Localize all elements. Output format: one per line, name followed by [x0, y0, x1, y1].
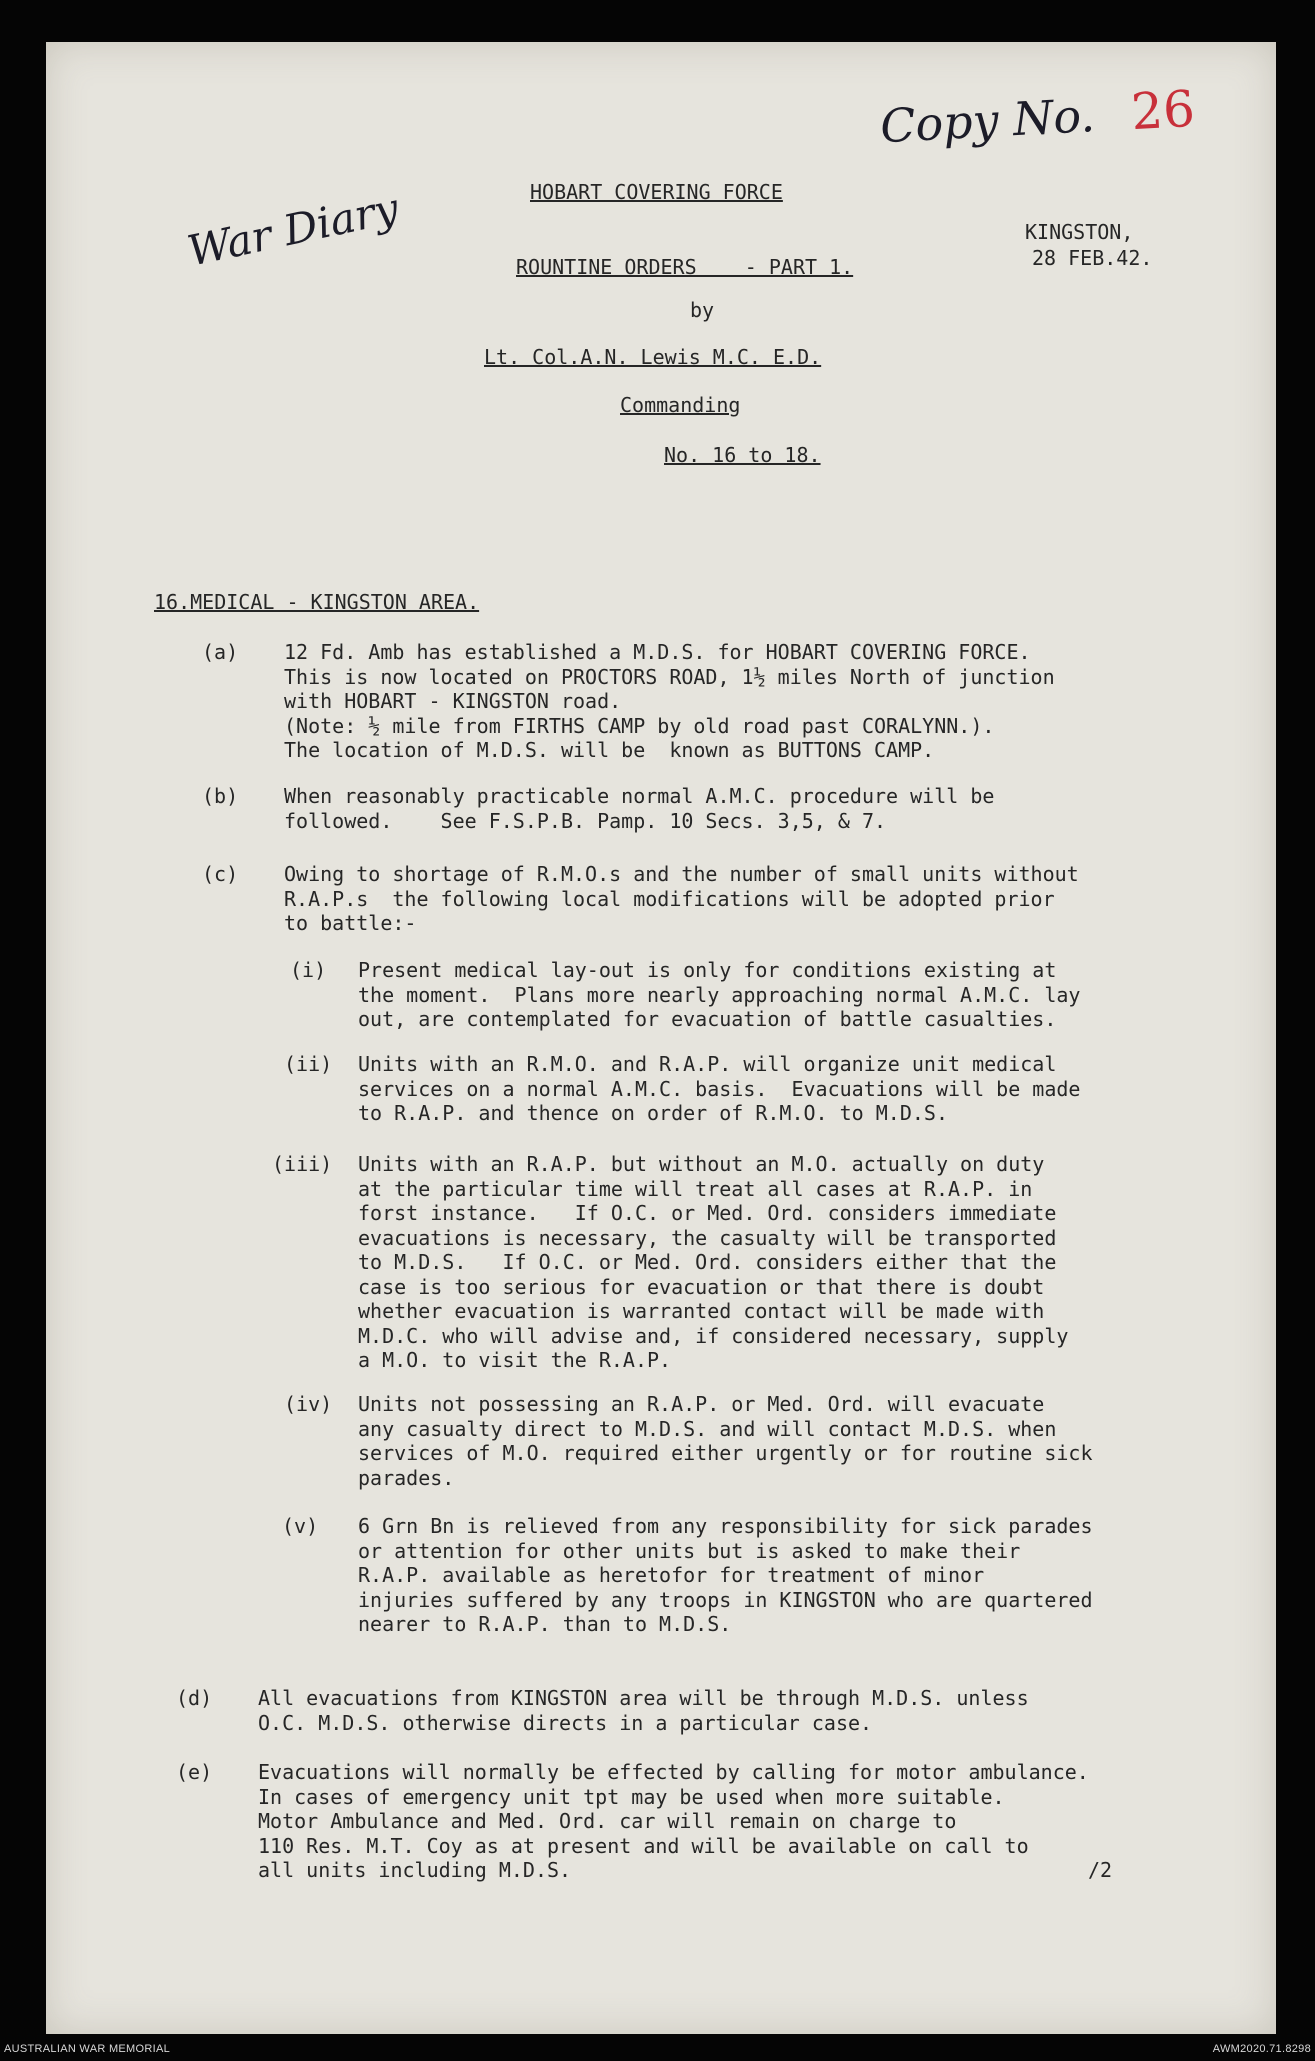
- order-numbers: No. 16 to 18.: [664, 443, 821, 467]
- subparagraph-i: [358, 958, 1081, 1054]
- text-line: Units with an R.A.P. but without an M.O. actually on duty: [358, 1152, 1045, 1176]
- text-line: followed. See F.S.P.B. Pamp. 10 Secs. 3,5, & 7.: [284, 808, 887, 833]
- paragraph-c: [284, 862, 1079, 958]
- paragraph-marker: (d): [176, 1686, 213, 1710]
- subparagraph-marker: (i): [290, 958, 327, 982]
- date-line: 28 FEB.42.: [1032, 246, 1153, 270]
- subparagraph-marker: (iii): [272, 1152, 333, 1176]
- text-line: evacuations is necessary, the casualty will be transported: [358, 1225, 1057, 1250]
- text-line: R.A.P. available as heretofor for treatment of minor: [358, 1563, 985, 1587]
- text-line: All evacuations from KINGSTON area will be through M.D.S. unless: [258, 1686, 1029, 1710]
- text-line: the moment. Plans more nearly approaching normal A.M.C. lay: [358, 982, 1081, 1007]
- text-line: services on a normal A.M.C. basis. Evacuations will be made: [358, 1076, 1081, 1101]
- text-line: 6 Grn Bn is relieved from any responsibility for sick parades: [358, 1514, 1093, 1538]
- subparagraph-ii: [358, 1052, 1081, 1148]
- copy-number: 26: [1129, 79, 1197, 142]
- subparagraph-marker: (ii): [284, 1052, 333, 1076]
- subparagraph-marker: (iv): [284, 1392, 333, 1416]
- copy-label: Copy No.: [878, 88, 1097, 154]
- paragraph-marker: (a): [202, 640, 239, 664]
- section-heading: 16.MEDICAL - KINGSTON AREA.: [154, 590, 480, 614]
- paragraph-marker: (e): [176, 1760, 213, 1784]
- paragraph-b: [284, 784, 995, 856]
- subparagraph-iii: [358, 1152, 1069, 1392]
- text-line: This is now located on PROCTORS ROAD, 1½ miles North of junction: [284, 664, 1055, 689]
- text-line: all units including M.D.S.: [258, 1858, 572, 1882]
- text-line: (Note: ½ mile from FIRTHS CAMP by old road past CORALYNN.).: [284, 713, 995, 738]
- text-line: Evacuations will normally be effected by calling for motor ambulance.: [258, 1760, 1089, 1784]
- text-line: O.C. M.D.S. otherwise directs in a particular case.: [258, 1710, 873, 1735]
- author-line: Lt. Col.A.N. Lewis M.C. E.D.: [484, 345, 822, 369]
- paragraph-marker: (c): [202, 862, 239, 886]
- text-line: to M.D.S. If O.C. or Med. Ord. considers either that the: [358, 1250, 1057, 1274]
- text-line: a M.O. to visit the R.A.P.: [358, 1348, 672, 1372]
- text-line: In cases of emergency unit tpt may be used when more suitable.: [258, 1784, 1005, 1809]
- footer-left: AUSTRALIAN WAR MEMORIAL: [4, 2043, 171, 2055]
- text-line: The location of M.D.S. will be known as BUTTONS CAMP.: [284, 738, 935, 762]
- text-line: whether evacuation is warranted contact will be made with: [358, 1299, 1045, 1323]
- place-line: KINGSTON,: [1025, 220, 1134, 244]
- text-line: Owing to shortage of R.M.O.s and the number of small units without: [284, 862, 1079, 886]
- text-line: Present medical lay-out is only for conditions existing at: [358, 958, 1057, 982]
- text-line: to R.A.P. and thence on order of R.M.O. to M.D.S.: [358, 1101, 949, 1125]
- subparagraph-iv: [358, 1392, 1093, 1512]
- text-line: 12 Fd. Amb has established a M.D.S. for HOBART COVERING FORCE.: [284, 640, 1031, 664]
- text-line: nearer to R.A.P. than to M.D.S.: [358, 1612, 732, 1636]
- subparagraph-marker: (v): [282, 1514, 319, 1538]
- text-line: Units not possessing an R.A.P. or Med. Ord. will evacuate: [358, 1392, 1045, 1416]
- text-line: or attention for other units but is asked to make their: [358, 1538, 1021, 1563]
- text-line: injuries suffered by any troops in KINGSTON who are quartered: [358, 1587, 1093, 1612]
- text-line: parades.: [358, 1465, 455, 1490]
- text-line: R.A.P.s the following local modifications will be adopted prior: [284, 886, 1055, 911]
- commanding-line: Commanding: [620, 393, 741, 417]
- text-line: any casualty direct to M.D.S. and will contact M.D.S. when: [358, 1416, 1057, 1441]
- text-line: forst instance. If O.C. or Med. Ord. considers immediate: [358, 1201, 1057, 1225]
- footer-right: AWM2020.71.8298: [1212, 2043, 1311, 2055]
- paragraph-e: [258, 1760, 1089, 1904]
- text-line: Units with an R.M.O. and R.A.P. will organize unit medical: [358, 1052, 1057, 1076]
- text-line: out, are contemplated for evacuation of battle casualties.: [358, 1007, 1057, 1031]
- document-sheet: [46, 42, 1276, 2034]
- text-line: Motor Ambulance and Med. Ord. car will remain on charge to: [258, 1809, 957, 1833]
- text-line: services of M.O. required either urgently or for routine sick: [358, 1441, 1093, 1465]
- text-line: case is too serious for evacuation or that there is doubt: [358, 1274, 1045, 1299]
- war-diary-annotation: War Diary: [183, 183, 403, 276]
- text-line: When reasonably practicable normal A.M.C. procedure will be: [284, 784, 995, 808]
- text-line: 110 Res. M.T. Coy as at present and will be available on call to: [258, 1833, 1029, 1858]
- paragraph-d: [258, 1686, 1029, 1758]
- document-title: HOBART COVERING FORCE: [530, 180, 783, 204]
- paragraph-a: [284, 640, 1055, 784]
- subparagraph-v: [358, 1514, 1093, 1658]
- document-subtitle: ROUNTINE ORDERS - PART 1.: [516, 255, 854, 279]
- by-line: by: [690, 298, 715, 322]
- text-line: M.D.C. who will advise and, if considered necessary, supply: [358, 1323, 1069, 1348]
- text-line: to battle:-: [284, 911, 417, 935]
- text-line: with HOBART - KINGSTON road.: [284, 689, 622, 713]
- page-continuation-marker: /2: [1088, 1858, 1113, 1882]
- text-line: at the particular time will treat all cases at R.A.P. in: [358, 1176, 1033, 1201]
- paragraph-marker: (b): [202, 784, 239, 808]
